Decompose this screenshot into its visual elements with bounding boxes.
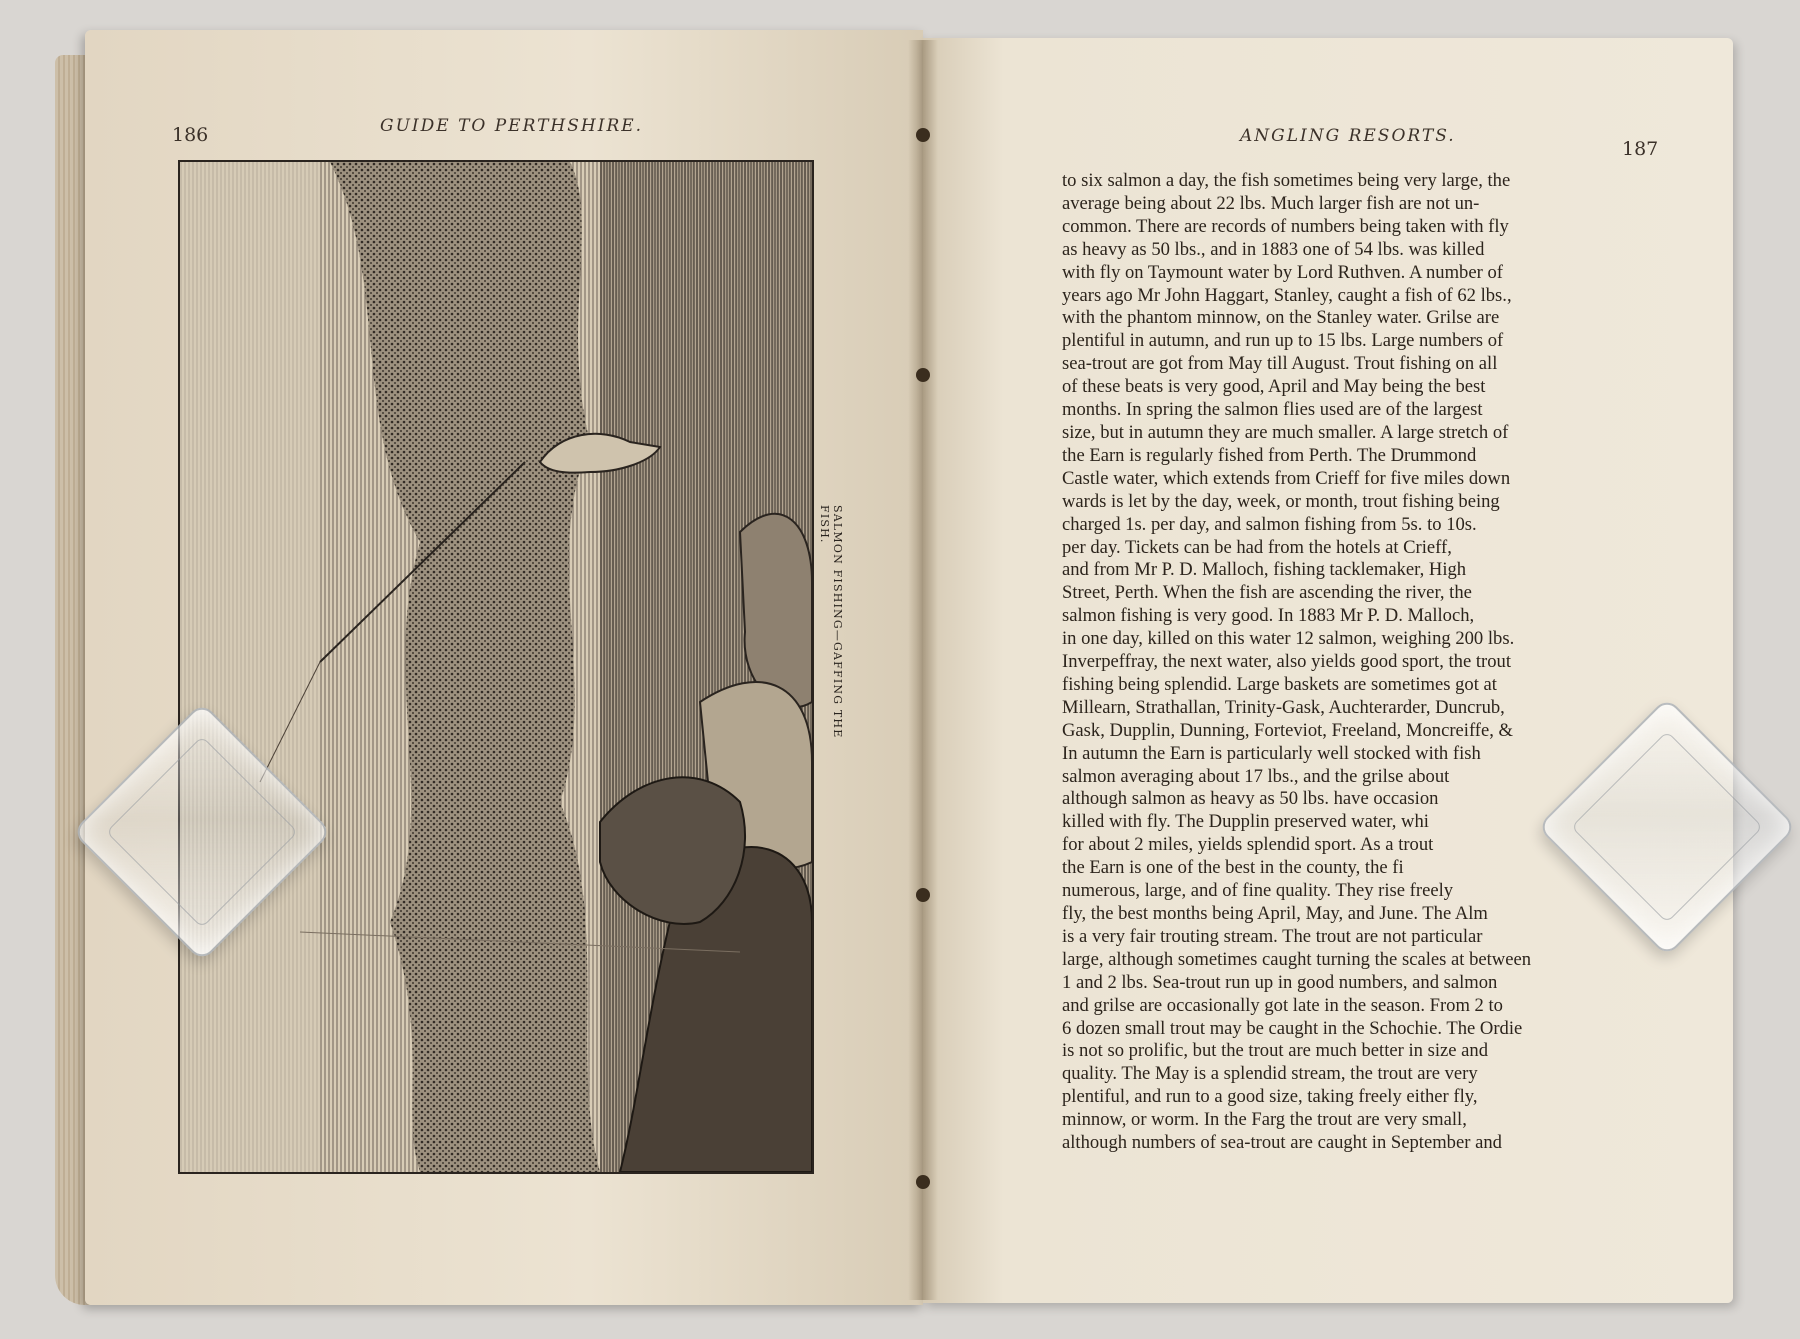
text-line: fishing being splendid. Large baskets are sometimes got at xyxy=(1062,673,1497,695)
text-line: salmon fishing is very good. In 1883 Mr P. D. Malloch, xyxy=(1062,605,1475,627)
text-line: of these beats is very good, April and May being the best xyxy=(1062,376,1486,398)
text-line: charged 1s. per day, and salmon fishing from 5s. to 10s. xyxy=(1062,513,1477,535)
text-line: the Earn is regularly fished from Perth. The Drummond xyxy=(1062,444,1477,466)
text-line: and grilse are occasionally got late in the season. From 2 to xyxy=(1062,994,1503,1016)
text-line: quality. The May is a splendid stream, the trout are very xyxy=(1062,1063,1478,1085)
text-line: and from Mr P. D. Malloch, fishing tacklemaker, High xyxy=(1062,559,1467,581)
text-line: plentiful in autumn, and run up to 15 lbs. Large numbers of xyxy=(1062,330,1504,352)
body-text xyxy=(1062,170,1662,1155)
text-line: Millearn, Strathallan, Trinity-Gask, Auchterarder, Duncrub, xyxy=(1062,696,1505,718)
text-line: is a very fair trouting stream. The trout are not particular xyxy=(1062,925,1483,947)
text-line: years ago Mr John Haggart, Stanley, caught a fish of 62 lbs., xyxy=(1062,284,1512,306)
text-line: per day. Tickets can be had from the hotels at Crieff, xyxy=(1062,536,1452,558)
text-line: In autumn the Earn is particularly well stocked with fish xyxy=(1062,742,1481,764)
text-line: in one day, killed on this water 12 salmon, weighing 200 lbs. xyxy=(1062,628,1515,650)
text-line: common. There are records of numbers being taken with fly xyxy=(1062,215,1509,237)
binding-stitch xyxy=(916,888,930,902)
text-line: with the phantom minnow, on the Stanley water. Grilse are xyxy=(1062,307,1500,329)
text-line: numerous, large, and of fine quality. They rise freely xyxy=(1062,880,1454,902)
left-page-number: 186 xyxy=(172,124,209,146)
text-line: with fly on Taymount water by Lord Ruthven. A number of xyxy=(1062,261,1503,283)
binding-stitch xyxy=(916,128,930,142)
text-line: to six salmon a day, the fish sometimes being very large, the xyxy=(1062,170,1511,191)
text-line: for about 2 miles, yields splendid sport. As a trout xyxy=(1062,834,1434,856)
text-line: 1 and 2 lbs. Sea-trout run up in good numbers, and salmon xyxy=(1062,971,1498,993)
right-page-number: 187 xyxy=(1622,138,1659,160)
text-line: plentiful, and run to a good size, taking freely either fly, xyxy=(1062,1086,1478,1108)
text-line: size, but in autumn they are much smaller. A large stretch of xyxy=(1062,421,1509,443)
salmon-fishing-engraving xyxy=(178,160,814,1174)
text-line: Gask, Dupplin, Dunning, Forteviot, Freeland, Moncreiffe, & xyxy=(1062,719,1513,741)
illustration-caption: SALMON FISHING—GAFFING THE FISH. xyxy=(818,505,844,739)
text-line: salmon averaging about 17 lbs., and the grilse about xyxy=(1062,765,1450,787)
book-gutter xyxy=(908,40,938,1300)
text-line: is not so prolific, but the trout are much better in size and xyxy=(1062,1040,1488,1062)
text-line: fly, the best months being April, May, and June. The Alm xyxy=(1062,903,1488,924)
text-line: months. In spring the salmon flies used are of the largest xyxy=(1062,399,1483,421)
text-line: Street, Perth. When the fish are ascending the river, the xyxy=(1062,582,1472,604)
text-line: as heavy as 50 lbs., and in 1883 one of 54 lbs. was killed xyxy=(1062,238,1485,260)
text-line: minnow, or worm. In the Farg the trout are very small, xyxy=(1062,1109,1467,1131)
text-line: although salmon as heavy as 50 lbs. have occasion xyxy=(1062,788,1439,810)
text-line: although numbers of sea-trout are caught in September and xyxy=(1062,1132,1502,1154)
text-line: sea-trout are got from May till August. Trout fishing on all xyxy=(1062,353,1498,375)
text-line: large, although sometimes caught turning the scales at between xyxy=(1062,948,1532,970)
text-line: killed with fly. The Dupplin preserved water, whi xyxy=(1062,811,1429,833)
left-running-head: GUIDE TO PERTHSHIRE. xyxy=(380,116,644,136)
text-line: 6 dozen small trout may be caught in the Schochie. The Ordie xyxy=(1062,1017,1523,1039)
text-line: Inverpeffray, the next water, also yields good sport, the trout xyxy=(1062,651,1511,673)
text-line: Castle water, which extends from Crieff for five miles down xyxy=(1062,467,1511,489)
text-line: average being about 22 lbs. Much larger fish are not un- xyxy=(1062,192,1480,214)
text-line: the Earn is one of the best in the county, the fi xyxy=(1062,857,1404,879)
binding-stitch xyxy=(916,1175,930,1189)
right-running-head: ANGLING RESORTS. xyxy=(1240,126,1456,146)
binding-stitch xyxy=(916,368,930,382)
text-line: wards is let by the day, week, or month, trout fishing being xyxy=(1062,490,1500,512)
